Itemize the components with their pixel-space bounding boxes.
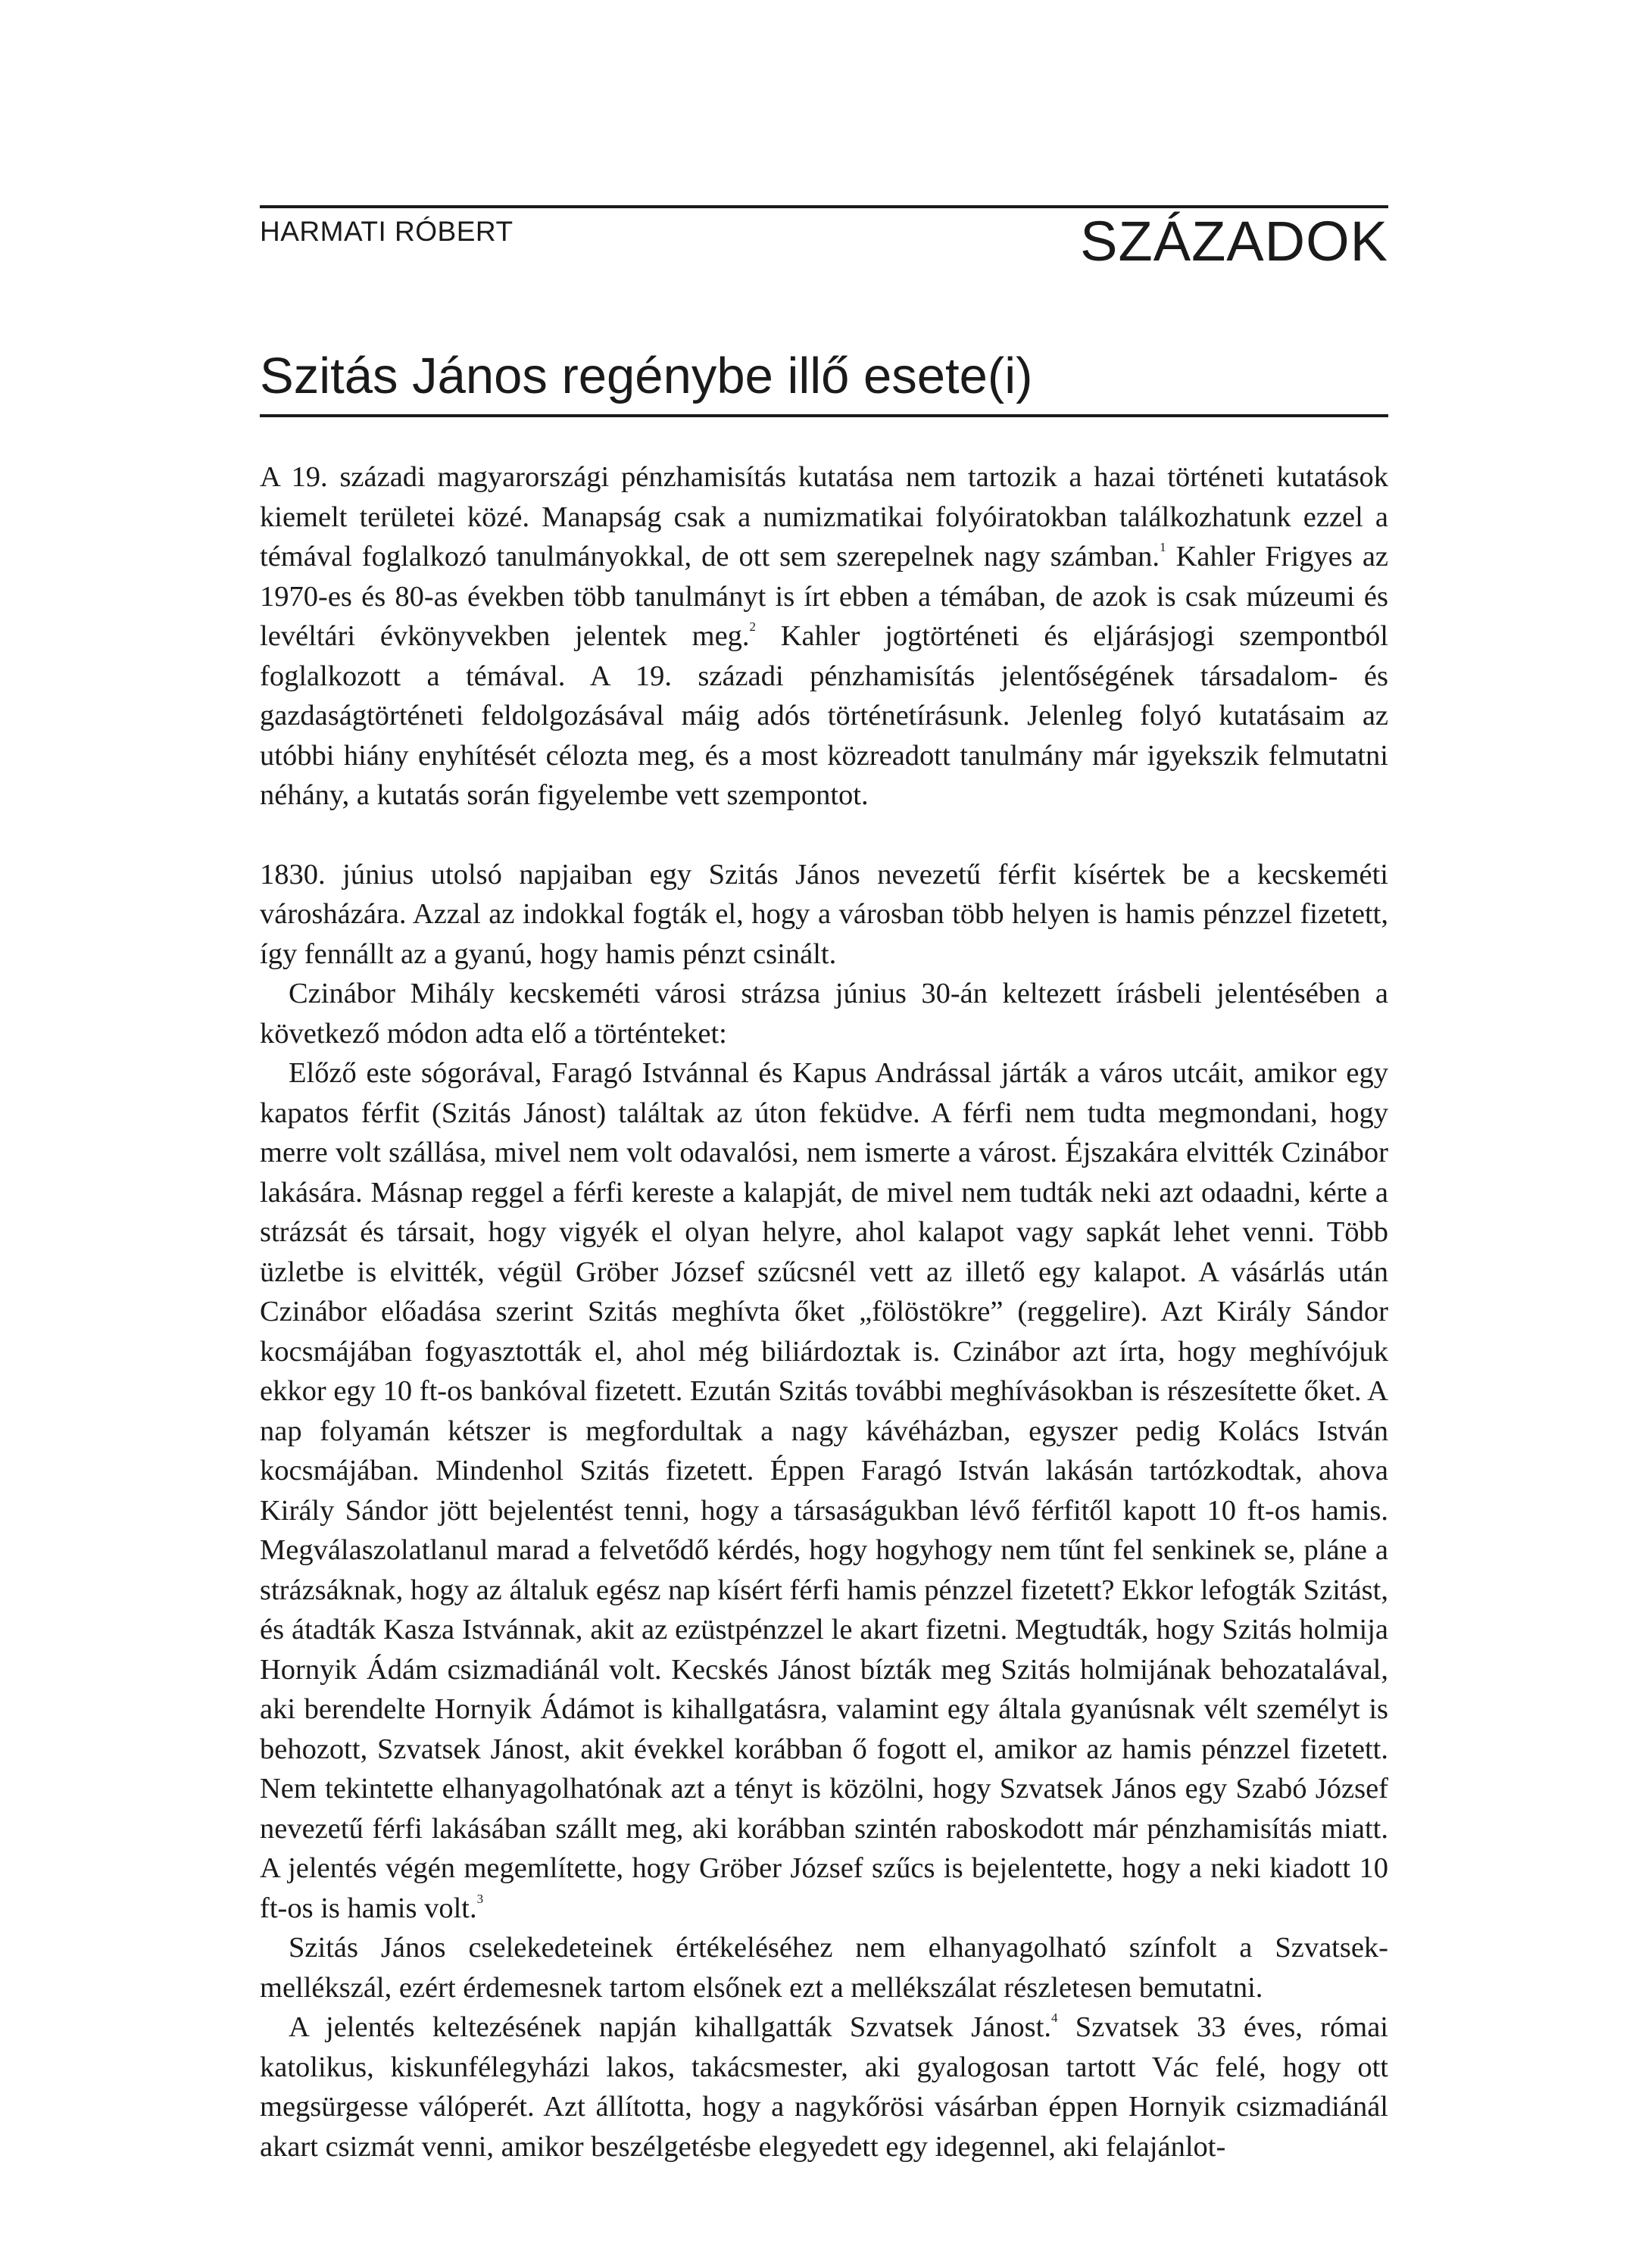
footnote-ref: 2 <box>749 619 757 634</box>
author-name: HARMATI RÓBERT <box>260 216 514 247</box>
article-body <box>260 457 1388 2167</box>
paragraph-intro: A 19. századi magyarországi pénzhamisítás kutatása nem tartozik a hazai történeti kutatások kiemelt területei közé. Manapság csak a numizmatikai folyóiratokban találkozhatunk ezzel a témával foglalkozó tanulmányokkal, de ott sem szerepelnek nagy számban.$^1$ Kahler Frigyes az 1970-es és 80-as években több tanulmányt is írt ebben a témában, de azok is csak múzeumi és levéltári évkönyvekben jelentek meg.$^2$ Kahler jogtörténeti és eljárásjogi szempontból foglalkozott a témával. A 19. századi pénzhamisítás jelentőségének társadalom- és gazdaságtörténeti feldolgozásával máig adós történetírásunk. Jelenleg folyó kutatásaim az utóbbi hiány enyhítését célozta meg, és a most közreadott tanulmány már igyekszik felmutatni néhány, a kutatás során figyelembe vett szempontot. <box>260 461 1389 811</box>
title-rule <box>260 414 1388 417</box>
paragraph: A jelentés keltezésének napján kihallgatták Szvatsek Jánost.$^4$ Szvatsek 33 éves, római katolikus, kiskunfélegyházi lakos, takácsmester, aki gyalogosan tartott Vác felé, hogy ott megsürgesse válóperét. Azt állította, hogy a nagykőrösi vásárban éppen Hornyik csizmadiánál akart csizmát venni, amikor beszélgetésbe elegyedett egy idegennel, aki felajánlot- <box>260 2011 1388 2163</box>
footnote-ref: 1 <box>1160 540 1166 554</box>
paragraph-report: Előző este sógorával, Faragó Istvánnal és Kapus Andrással járták a város utcáit, amikor egy kapatos férfit (Szitás Jánost) találtak az úton feküdve. A férfi nem tudta megmondani, hogy merre volt szállása, mivel nem volt odavalósi, nem ismerte a várost. Éjszakára elvitték Czinábor lakására. Másnap reggel a férfi kereste a kalapját, de mivel nem tudták neki azt odaadni, kérte a strázsát és társait, hogy vigyék el olyan helyre, ahol kalapot vagy sapkát lehet venni. Több üzletbe is elvitték, végül Gröber József szűcsnél vett az illető egy kalapot. A vásárlás után Czinábor előadása szerint Szitás meghívta őket „fölöstökre” (reggelire). Azt Király Sándor kocsmájában fogyasztották el, ahol még biliárdoztak is. Czinábor azt írta, hogy meghívójuk ekkor egy 10 ft-os bankóval fizetett. Ezután Szitás további meghívásokban is részesítette őket. A nap folyamán kétszer is megfordultak a nagy kávéházban, egyszer pedig Kolács István kocsmájában. Mindenhol Szitás fizetett. Éppen Faragó István lakásán tartózkodtak, ahova Király Sándor jött bejelentést tenni, hogy a társaságukban lévő férfitől kapott 10 ft-os hamis. Megválaszolatlanul marad a felvetődő kérdés, hogy hogyhogy nem tűnt fel senkinek se, pláne a strázsáknak, hogy az általuk egész nap kísért férfi hamis pénzzel fizetett? Ekkor lefogták Szitást, és átadták Kasza Istvánnak, akit az ezüstpénzzel le akart fizetni. Megtudták, hogy Szitás holmija Hornyik Ádám csizmadiánál volt. Kecskés Jánost bízták meg Szitás holmijának behozatalával, aki berendelte Hornyik Ádámot is kihallgatásra, valamint egy általa gyanúsnak vélt személyt is behozott, Szvatsek Jánost, akit évekkel korábban ő fogott el, amikor az hamis pénzzel fizetett. Nem tekintette elhanyagolhatónak azt a tényt is közölni, hogy Szvatsek János egy Szabó József nevezetű férfi lakásában szállt meg, aki korábban szintén raboskodott már pénzhamisítás miatt. A jelentés végén megemlítette, hogy Gröber József szűcs is bejelentette, hogy a neki kiadott 10 ft-os is hamis volt.$^3$ <box>260 1057 1388 1924</box>
journal-title: SZÁZADOK <box>1080 210 1388 273</box>
paragraph: Szitás János cselekedeteinek értékeléséhez nem elhanyagolható színfolt a Szvatsek-mellékszál, ezért érdemesnek tartom elsőnek ezt a mellékszálat részletesen bemutatni. <box>260 1932 1388 2004</box>
footnote-ref: 4 <box>1050 2011 1058 2025</box>
paragraph: Czinábor Mihály kecskeméti városi strázsa június 30-án keltezett írásbeli jelentésében a következő módon adta elő a történteket: <box>260 978 1388 1050</box>
article-title: Szitás János regénybe illő esete(i) <box>260 348 1033 404</box>
paragraph: 1830. június utolsó napjaiban egy Szitás János nevezetű férfit kísértek be a kecskeméti városházára. Azzal az indokkal fogták el, hogy a városban több helyen is hamis pénzzel fizetett, így fennállt az a gyanú, hogy hamis pénzt csinált. <box>260 858 1388 970</box>
footnote-ref: 3 <box>476 1891 484 1906</box>
